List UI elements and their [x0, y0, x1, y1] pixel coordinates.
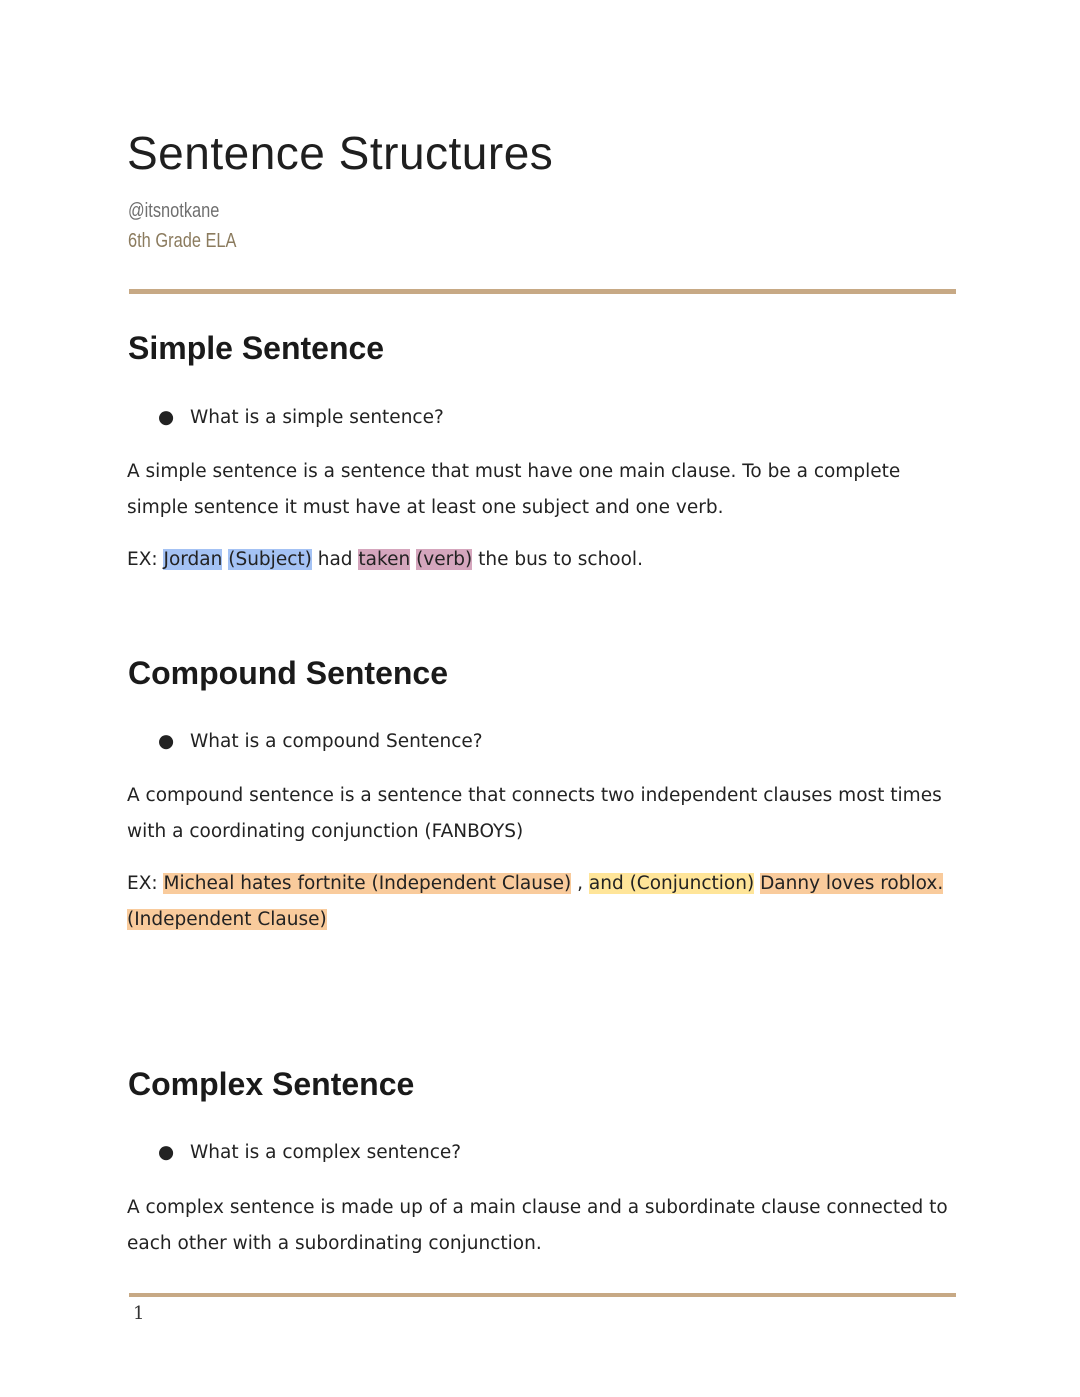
highlight-independent-clause-2: Danny loves roblox. (Independent Clause)	[127, 873, 944, 930]
example-simple	[127, 542, 957, 578]
highlight-verb: taken	[358, 549, 411, 570]
bullet-complex	[158, 1142, 461, 1163]
example-prefix: EX:	[127, 549, 164, 570]
footer-divider	[129, 1293, 956, 1297]
bullet-dot-icon: ●	[158, 1142, 175, 1163]
definition-complex: A complex sentence is made up of a main clause and a subordinate clause connected to each other with a subordinating conjunction.	[127, 1197, 948, 1254]
bullet-dot-icon: ●	[158, 731, 175, 752]
bullet-text: What is a compound Sentence?	[190, 731, 483, 752]
section-heading-compound: Compound Sentence	[128, 655, 449, 691]
page-number: 1	[133, 1303, 145, 1324]
bullet-text: What is a simple sentence?	[190, 407, 444, 428]
example-mid: had	[311, 549, 359, 570]
page-title: Sentence Structures	[127, 127, 554, 179]
definition-compound: A compound sentence is a sentence that connects two independent clauses most times with a coordinating conjunction (FANBOYS)	[127, 785, 942, 842]
highlight-subject: Jordan	[163, 549, 223, 570]
highlight-verb-tag: (verb)	[416, 549, 473, 570]
author-handle: @itsnotkane	[128, 200, 220, 222]
section-heading-simple: Simple Sentence	[128, 330, 385, 366]
bullet-simple	[158, 407, 444, 428]
bullet-dot-icon: ●	[158, 407, 175, 428]
example-prefix: EX:	[127, 873, 164, 894]
header-divider	[129, 289, 956, 294]
definition-simple: A simple sentence is a sentence that must have one main clause. To be a complete simple sentence it must have at least one subject and one verb.	[127, 461, 901, 518]
bullet-text: What is a complex sentence?	[190, 1142, 462, 1163]
highlight-independent-clause-1: Micheal hates fortnite (Independent Clause)	[163, 873, 572, 894]
example-suffix: the bus to school.	[472, 549, 643, 570]
example-compound	[127, 866, 957, 938]
section-heading-complex: Complex Sentence	[128, 1066, 415, 1102]
highlight-conjunction: and (Conjunction)	[588, 873, 755, 894]
example-comma: ,	[571, 873, 589, 894]
bullet-compound	[158, 731, 483, 752]
highlight-subject-tag: (Subject)	[228, 549, 312, 570]
grade-label: 6th Grade ELA	[128, 230, 237, 252]
